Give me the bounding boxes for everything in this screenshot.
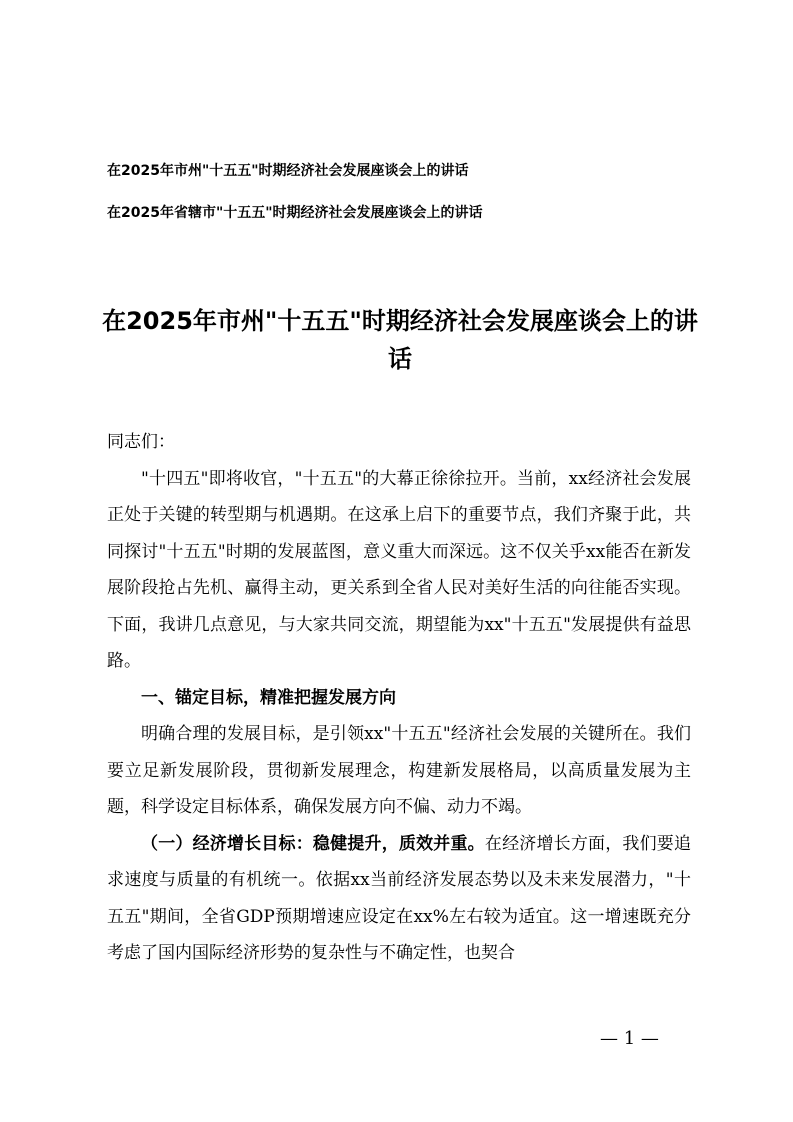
paragraph xyxy=(107,826,691,972)
section-heading: 一、锚定目标，精准把握发展方向 xyxy=(141,687,396,708)
document-title: 在2025年市州"十五五"时期经济社会发展座谈会上的讲话 xyxy=(102,307,698,373)
subsection-text: 在经济增长方面，我们要追求速度与质量的有机统一。依据xx当前经济发展态势以及未来发展潜力，"十五五"期间，全省GDP预期增速应设定在xx%左右较为适宜。这一增速既充分考虑了国内国际经济形势的复杂性与不确定性，也契合 xyxy=(107,833,692,963)
document-body xyxy=(107,424,691,972)
salutation: 同志们： xyxy=(107,432,175,452)
paragraph: 明确合理的发展目标，是引领xx"十五五"经济社会发展的关键所在。我们要立足新发展阶段，贯彻新发展理念，构建新发展格局，以高质量发展为主题，科学设定目标体系，确保发展方向不偏、动力不竭。 xyxy=(107,724,691,817)
page-number: — 1 — xyxy=(600,1028,659,1049)
subsection-label: （一）经济增长目标：稳健提升，质效并重。 xyxy=(141,833,485,854)
toc-item[interactable]: 在2025年市州"十五五"时期经济社会发展座谈会上的讲话 xyxy=(107,163,469,179)
paragraph: "十四五"即将收官，"十五五"的大幕正徐徐拉开。当前，xx经济社会发展正处于关键的转型期与机遇期。在这承上启下的重要节点，我们齐聚于此，共同探讨"十五五"时期的发展蓝图，意义重大而深远。这不仅关乎xx能否在新发展阶段抢占先机、赢得主动，更关系到全省人民对美好生活的向往能否实现。下面，我讲几点意见，与大家共同交流，期望能为xx"十五五"发展提供有益思路。 xyxy=(107,468,691,671)
toc-item[interactable]: 在2025年省辖市"十五五"时期经济社会发展座谈会上的讲话 xyxy=(107,205,483,221)
